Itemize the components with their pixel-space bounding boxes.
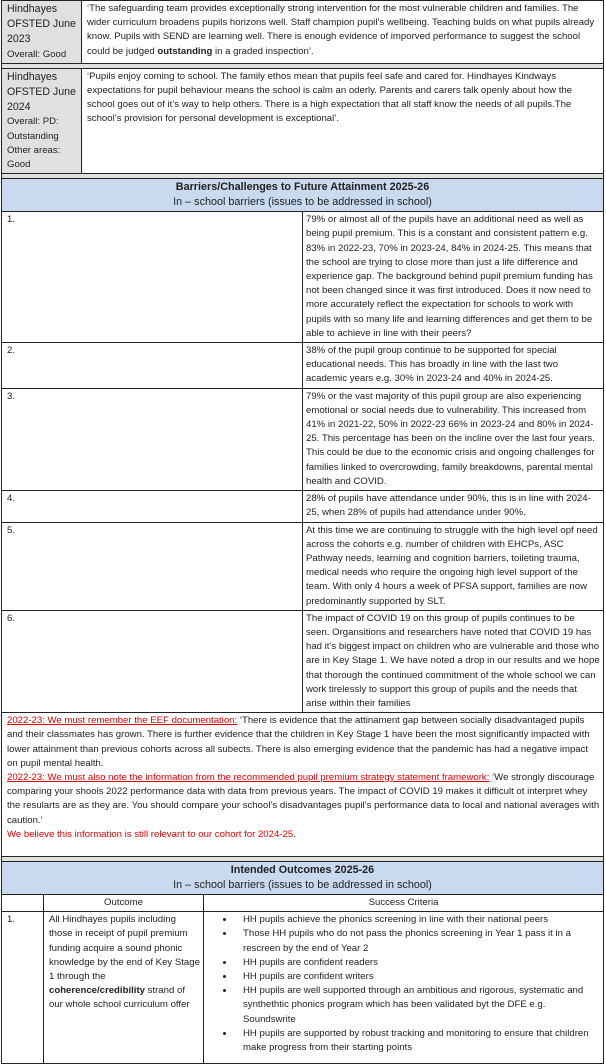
column-header-number xyxy=(2,894,44,911)
ofsted-label-line: OFSTED June xyxy=(7,86,76,99)
quote-text: ‘The safeguarding team provides exceptionally strong intervention for the most vulnerable children and families. The wider curriculum broadens pupils horizons well. Staff champion pupil’s wellbeing. Teaching bulds on what pupils already know. Pupils with SEND are learning well. There is enough evidence of imporved performance to suggest the school could be judged xyxy=(87,3,595,57)
ofsted-quote-2023 xyxy=(82,1,604,64)
success-criterion: • HH pupils are confident writers xyxy=(235,970,600,984)
ofsted-quote-2024: ‘Pupils enjoy coming to school. The family ethos mean that pupils feel safe and cared for. Hindhayes Kindways expectations for pupil behaviour means the school is calm an oderly. Parents and carers talk openly about how the school goes out of it’s way to help others. There is a high expectation that all staff know the needs of all pupils.The school’s provision for personal development is exceptional’. xyxy=(82,68,604,173)
success-criteria-cell xyxy=(204,912,604,1064)
barrier-text: The impact of COVID 19 on this group of pupils continues to be seen. Organsitions and researchers have noted that COVID 19 has had it’s biggest impact on children who are vulnerable and those who are in Key Stage 1. We have noted a drop in our results and we hope that thorough the continued commitment of the whole school we can work tirelessly to support this group of pupils and the needs that arise within their families xyxy=(303,610,604,712)
barrier-number: 3. xyxy=(2,388,303,490)
ofsted-label-line: Hindhayes xyxy=(7,70,58,83)
barriers-header xyxy=(2,179,604,212)
section-subtitle: In – school barriers (issues to be addressed in school) xyxy=(173,196,432,209)
success-criteria-list xyxy=(207,913,600,1055)
success-criterion: • HH pupils are confident readers xyxy=(235,956,600,970)
barrier-notes-row xyxy=(2,713,604,857)
ofsted-label-2024 xyxy=(2,68,82,173)
quote-text: in a graded inspection’. xyxy=(212,45,314,57)
barrier-number: 4. xyxy=(2,491,303,522)
ofsted-overall-grade: Other areas: xyxy=(7,144,61,156)
section-title: Intended Outcomes 2025-26 xyxy=(230,863,375,876)
outcome-text xyxy=(44,912,204,1064)
barrier-row xyxy=(2,610,604,712)
outcome-bold-text: coherence/credibility xyxy=(49,985,145,997)
outcome-text-part: strand of our whole school curriculum offer xyxy=(49,985,190,1011)
barrier-number: 2. xyxy=(2,343,303,389)
outcomes-header xyxy=(2,861,604,894)
success-criterion: • Those HH pupils who do not pass the phonics screening in Year 1 pass it in a rescreen by the end of Year 2 xyxy=(235,927,600,955)
success-criterion: • HH pupils achieve the phonics screening in line with their national peers xyxy=(235,913,600,927)
barrier-number: 5. xyxy=(2,522,303,610)
ofsted-table xyxy=(1,0,604,179)
barrier-notes xyxy=(2,713,604,857)
barrier-number: 6. xyxy=(2,610,303,712)
framework-text: ‘We strongly discourage comparing your shools 2022 performance data with data from previous years. The impact of COVID 19 makes it difficult ot interpret whey the resularts are as they are. You should compare your school’s disadvantages pupil’s performance data to local and national averages with caution.’ xyxy=(7,771,600,826)
eef-text: ‘There is evidence that the attinament gap between socially disadvantaged pupils and their classmates has grown. There is further evidence that the children in Key Stage 1 have been the most significantly impacted with lower attainment than previous cohorts across all subects. There is also emerging evidence that the pandemic has had a negative impact on pupil mental health. xyxy=(7,715,590,769)
ofsted-label-line: 2023 xyxy=(7,33,31,46)
success-criterion: • HH pupils are supported by robust tracking and monitoring to ensure that children make progress from their starting points xyxy=(235,1027,600,1055)
success-criterion: • HH pupils are well supported through an ambitious and rigorous, systematic and synthethtic phonics program which has been validated byt the DFE e.g. Soundswrite xyxy=(235,984,600,1027)
barriers-table xyxy=(1,178,604,862)
framework-note xyxy=(7,771,600,828)
outcomes-table xyxy=(1,861,604,1064)
barrier-text: 79% or almost all of the pupils have an additional need as well as being pupil premium. This is a constant and consistent pattern e.g. 83% in 2022-23, 70% in 2023-24, 84% in 2024-25. This means that the school are trying to close more than just a life difference and experience gap. The background behind pupil premium funding has not been changed since it was first introduced. Does it now need to more accurately reflect the expectation for schools to work with pupils with so many life and learning differences and get them to be able to achieve in line with their peers? xyxy=(303,212,604,343)
ofsted-row-2023 xyxy=(2,1,604,64)
section-title: Barriers/Challenges to Future Attainment 2025-26 xyxy=(175,181,430,194)
ofsted-overall-grade: Outstanding xyxy=(7,130,59,142)
barrier-text: 28% of pupils have attendance under 90%, this is in line with 2024-25, when 28% of pupils had attendance under 90%. xyxy=(303,491,604,522)
framework-heading: 2022-23: We must also note the information from the recommended pupil premium strategy statement framework: xyxy=(7,771,490,783)
eef-note xyxy=(7,714,600,771)
barrier-text: 38% of the pupil group continue to be supported for special educational needs. This has broadly in line with the last two academic years e.g. 30% in 2023-24 and 40% in 2024-25. xyxy=(303,343,604,389)
column-header-success-criteria: Success Criteria xyxy=(204,894,604,911)
ofsted-label-2023 xyxy=(2,1,82,64)
outcome-row xyxy=(2,912,604,1064)
ofsted-overall-grade: Overall: Good xyxy=(7,48,67,60)
ofsted-row-2024 xyxy=(2,68,604,173)
outcome-text-part: All Hindhayes pupils including those in receipt of pupil premium funding acquire a sound phonic knowledge by the end of Key Stage 1 through the xyxy=(49,914,200,982)
ofsted-label-line: 2024 xyxy=(7,101,31,114)
belief-statement: We believe this information is still relevant to our cohort for 2024-25. xyxy=(7,828,296,840)
barrier-number: 1. xyxy=(2,212,303,343)
barrier-row xyxy=(2,212,604,343)
ofsted-overall-grade: Overall: PD: xyxy=(7,116,59,128)
barrier-text: 79% or the vast majority of this pupil group are also experiencing emotional or social needs due to vulnerability. This increased from 41% in 2021-22, 50% in 2022-23 66% in 2023-24 and 80% in 2024-25. This percentage has been on the incline over the last four years. This could be due to the economic crisis and ongoing challenges for families linked to overcrowding, family breakdowns, parental mental health and COVID. xyxy=(303,388,604,490)
barrier-row xyxy=(2,522,604,610)
ofsted-label-line: Hindhayes xyxy=(7,3,58,15)
barriers-header-row xyxy=(2,179,604,212)
section-subtitle: In – school barriers (issues to be addressed in school) xyxy=(173,878,432,891)
barrier-row xyxy=(2,388,604,490)
eef-heading: 2022-23: We must remember the EEF documentation: xyxy=(7,715,238,727)
pupil-premium-document xyxy=(1,0,604,1064)
outcomes-header-row xyxy=(2,861,604,894)
outcome-number: 1. xyxy=(2,912,44,1064)
outcomes-column-headers xyxy=(2,894,604,911)
quote-bold-text: outstanding xyxy=(157,45,213,57)
ofsted-overall-grade: Good xyxy=(7,159,31,171)
barrier-row xyxy=(2,491,604,522)
barrier-text: At this time we are continuing to struggle with the high level opf need across the cohorts e.g. number of children with EHCPs, ASC Pathway needs, learning and cognition barriers, toileting trauma, medical needs who require the ongoing high level support of the team. With only 4 hours a week of PFSA support, families are now predominantly supported by SLT. xyxy=(303,522,604,610)
barrier-row xyxy=(2,343,604,389)
ofsted-label-line: OFSTED June xyxy=(7,18,76,31)
column-header-outcome: Outcome xyxy=(44,894,204,911)
